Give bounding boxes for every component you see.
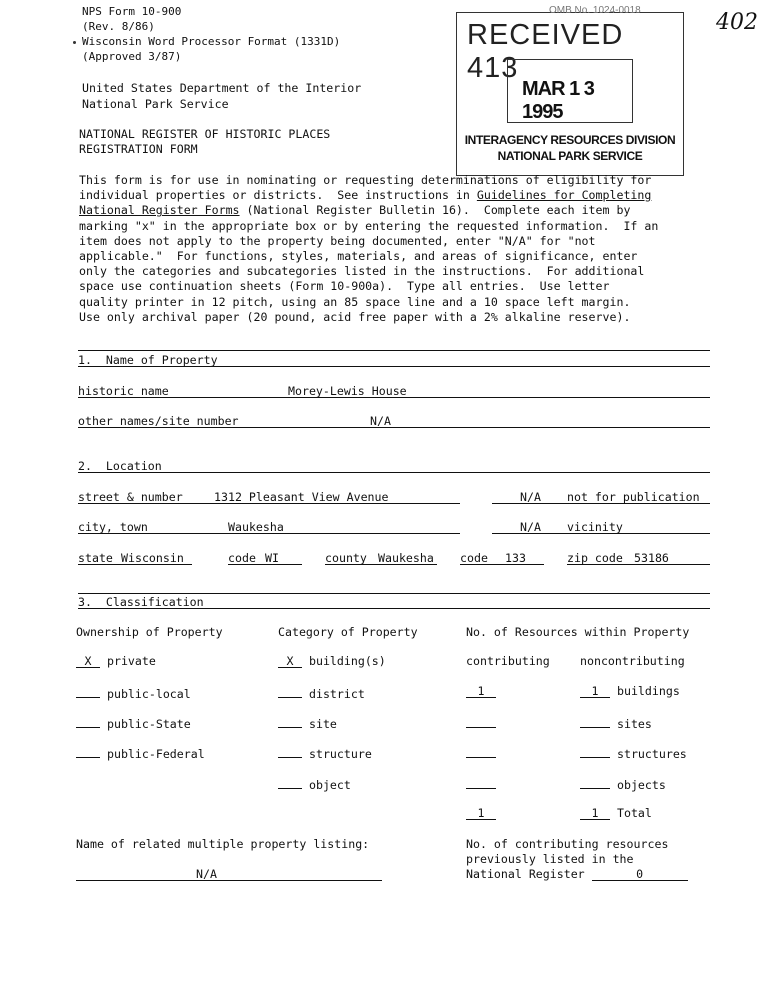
category-label: building(s) — [308, 654, 386, 668]
ownership-checkbox[interactable]: X — [76, 655, 100, 668]
ownership-checkbox[interactable] — [76, 685, 100, 698]
received-stamp — [456, 5, 684, 176]
prev-listed-line2: previously listed in the — [466, 852, 634, 866]
instructions-paragraph — [79, 173, 719, 325]
guidelines-title: Guidelines for Completing — [476, 188, 652, 203]
rule — [78, 533, 460, 534]
state-label: state — [78, 551, 113, 565]
noncontributing-total[interactable]: 1 — [580, 807, 610, 820]
category-checkbox[interactable] — [278, 776, 302, 789]
stamp-date-box — [507, 59, 633, 123]
ownership-row — [76, 655, 156, 668]
instructions-line: quality printer in 12 pitch, using an 85 space line and a 10 space left margin. — [79, 294, 631, 309]
rule — [567, 564, 710, 565]
rule — [78, 503, 460, 504]
code-label: code — [228, 551, 256, 565]
noncontributing-label: noncontributing — [580, 654, 685, 668]
state-value[interactable]: Wisconsin — [121, 551, 184, 565]
ownership-checkbox[interactable] — [76, 715, 100, 728]
instructions-line: individual properties or districts. See instructions in — [79, 188, 477, 203]
prev-listed-line1: No. of contributing resources — [466, 837, 669, 851]
ownership-row — [76, 715, 191, 731]
department: United States Department of the Interior — [82, 81, 362, 95]
handwritten-number: 402 — [716, 10, 758, 35]
noncontributing-count[interactable] — [580, 715, 610, 728]
punch-dot — [73, 41, 76, 44]
rule — [78, 427, 710, 428]
instructions-line: applicable." For functions, styles, materials, and areas of significance, enter — [79, 249, 638, 264]
contributing-count[interactable] — [466, 745, 496, 758]
ownership-heading: Ownership of Property — [76, 625, 223, 639]
resource-label: structures — [616, 747, 687, 761]
historic-name-value[interactable]: Morey-Lewis House — [288, 384, 407, 398]
contributing-count[interactable] — [466, 715, 496, 728]
rule — [460, 564, 544, 565]
county-code-value[interactable]: 133 — [505, 551, 526, 565]
instructions-line: only the categories and subcategories listed in the instructions. For additional — [79, 264, 645, 279]
rule — [78, 564, 192, 565]
category-row — [278, 715, 337, 731]
category-label: site — [308, 717, 337, 731]
noncontributing-count[interactable]: 1 — [580, 685, 610, 698]
stamp-division: INTERAGENCY RESOURCES DIVISION — [464, 133, 676, 147]
related-listing-label: Name of related multiple property listing: — [76, 837, 370, 851]
form-format: Wisconsin Word Processor Format (1331D) — [82, 35, 341, 48]
section1-heading: 1. Name of Property — [78, 353, 218, 367]
rule — [76, 880, 382, 881]
section-divider — [78, 350, 710, 351]
resource-row — [466, 685, 680, 698]
ownership-row — [76, 745, 205, 761]
category-label: structure — [308, 747, 372, 761]
city-value[interactable]: Waukesha — [228, 520, 284, 534]
ownership-label: public-State — [106, 717, 191, 731]
category-heading: Category of Property — [278, 625, 418, 639]
resource-label: objects — [616, 778, 666, 792]
resource-row — [466, 715, 652, 731]
section3-heading: 3. Classification — [78, 595, 204, 609]
form-number: NPS Form 10-900 — [82, 5, 182, 18]
code-value[interactable]: WI — [265, 551, 279, 565]
form-approved: (Approved 3/87) — [82, 50, 182, 63]
category-label: object — [308, 778, 351, 792]
rule — [78, 366, 710, 367]
instructions-line: Use only archival paper (20 pound, acid free paper with a 2% alkaline reserve). — [79, 309, 631, 324]
category-checkbox[interactable]: X — [278, 655, 302, 668]
county-code-label: code — [460, 551, 488, 565]
city-na[interactable]: N/A — [520, 520, 541, 534]
category-checkbox[interactable] — [278, 685, 302, 698]
street-na[interactable]: N/A — [520, 490, 541, 504]
contributing-count[interactable] — [466, 776, 496, 789]
stamp-agency: NATIONAL PARK SERVICE — [497, 149, 643, 163]
city-label: city, town — [78, 520, 148, 534]
noncontributing-count[interactable] — [580, 776, 610, 789]
other-names-value[interactable]: N/A — [370, 414, 391, 428]
category-row — [278, 745, 372, 761]
rule — [78, 397, 710, 398]
category-checkbox[interactable] — [278, 715, 302, 728]
ownership-checkbox[interactable] — [76, 745, 100, 758]
resource-row — [466, 776, 666, 792]
rule — [78, 472, 710, 473]
resources-heading: No. of Resources within Property — [466, 625, 690, 639]
section-divider — [78, 593, 710, 594]
not-for-publication: not for publication — [567, 490, 700, 504]
category-row — [278, 685, 365, 701]
registration-form-title: REGISTRATION FORM — [79, 142, 198, 156]
guidelines-title-cont: National Register Forms — [79, 203, 240, 218]
rule — [78, 608, 710, 609]
contributing-count[interactable]: 1 — [466, 685, 496, 698]
prev-listed-count[interactable]: 0 — [592, 868, 688, 881]
related-listing-value[interactable]: N/A — [196, 867, 217, 881]
contributing-label: contributing — [466, 654, 550, 668]
instructions-line: (National Register Bulletin 16). Complete each item by — [239, 203, 631, 218]
contributing-total[interactable]: 1 — [466, 807, 496, 820]
noncontributing-count[interactable] — [580, 745, 610, 758]
resource-row — [466, 745, 687, 761]
instructions-line: This form is for use in nominating or requesting determinations of eligibility for — [79, 173, 652, 187]
ownership-label: public-local — [106, 687, 191, 701]
category-label: district — [308, 687, 365, 701]
other-names-label: other names/site number — [78, 414, 239, 428]
ownership-label: private — [106, 654, 156, 668]
resource-total-row — [466, 807, 652, 820]
resource-label: buildings — [616, 684, 680, 698]
category-checkbox[interactable] — [278, 745, 302, 758]
street-value[interactable]: 1312 Pleasant View Avenue — [214, 490, 389, 504]
category-row — [278, 776, 351, 792]
rule — [325, 564, 437, 565]
stamp-date: MAR 1 3 1995 — [522, 78, 594, 123]
category-row — [278, 655, 386, 668]
agency: National Park Service — [82, 97, 229, 111]
ownership-label: public-Federal — [106, 747, 205, 761]
stamp-omb-number: OMB No. 1024-0018 — [549, 5, 641, 16]
rule — [492, 533, 710, 534]
historic-name-label: historic name — [78, 384, 169, 398]
county-value[interactable]: Waukesha — [378, 551, 434, 565]
rule — [228, 564, 302, 565]
instructions-line: marking "x" in the appropriate box or by entering the requested information. If an — [79, 218, 659, 233]
form-revision: (Rev. 8/86) — [82, 20, 155, 33]
vicinity-label: vicinity — [567, 520, 623, 534]
instructions-line: item does not apply to the property being documented, enter "N/A" for "not — [79, 233, 596, 248]
rule — [492, 503, 710, 504]
stamp-received: RECEIVED 413 — [467, 19, 624, 84]
register-title: NATIONAL REGISTER OF HISTORIC PLACES — [79, 127, 331, 141]
street-label: street & number — [78, 490, 183, 504]
zip-label: zip code — [567, 551, 623, 565]
zip-value[interactable]: 53186 — [634, 551, 669, 565]
prev-listed-label: National Register — [466, 867, 585, 881]
resource-label: sites — [616, 717, 652, 731]
prev-listed-line3 — [466, 868, 688, 881]
section2-heading: 2. Location — [78, 459, 162, 473]
ownership-row — [76, 685, 191, 701]
instructions-line: space use continuation sheets (Form 10-900a). Type all entries. Use letter — [79, 279, 610, 294]
resource-label: Total — [616, 806, 652, 820]
county-label: county — [325, 551, 367, 565]
